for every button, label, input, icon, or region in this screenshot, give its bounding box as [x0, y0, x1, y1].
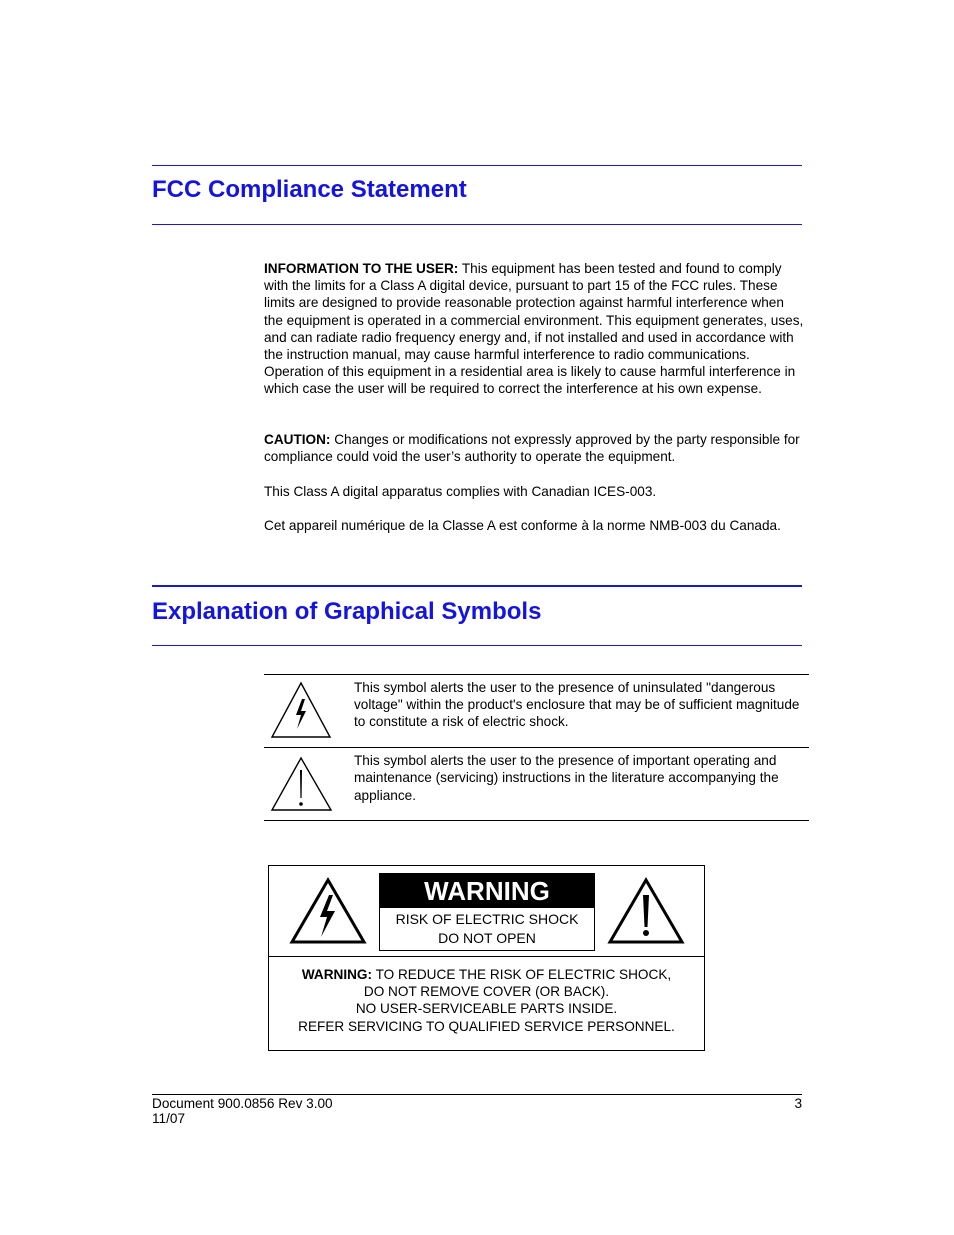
- symbol-icon-cell: [264, 675, 354, 748]
- lightning-triangle-icon: [264, 675, 354, 743]
- warning-subtitle: [380, 910, 594, 948]
- symbols-section-title: Explanation of Graphical Symbols: [152, 598, 542, 625]
- lightning-triangle-icon: [289, 877, 367, 945]
- footer-page-number: 3: [794, 1096, 802, 1111]
- warning-body-line1: [269, 966, 704, 983]
- fcc-top-rule: [152, 165, 802, 166]
- symbol-row-instructions: [264, 748, 809, 821]
- fcc-bottom-rule: [152, 224, 802, 225]
- canada-english-statement: This Class A digital apparatus complies with Canadian ICES-003.: [264, 484, 657, 499]
- caution-label: CAUTION:: [264, 432, 331, 447]
- warning-label-box: [268, 865, 705, 1051]
- symbol-row-voltage: [264, 675, 809, 748]
- symbols-top-rule: [152, 585, 802, 587]
- symbol-description: This symbol alerts the user to the presence of important operating and maintenance (servicing) instructions in the literature accompanying the appliance.: [354, 753, 779, 803]
- canada-french-statement: Cet appareil numérique de la Classe A est conforme à la norme NMB-003 du Canada.: [264, 518, 781, 533]
- symbol-description: This symbol alerts the user to the presence of uninsulated "dangerous voltage" within the product's enclosure that may be of sufficient magnitude to constitute a risk of electric shock.: [354, 680, 800, 730]
- symbols-table: [264, 674, 809, 821]
- footer-rule: [152, 1094, 802, 1095]
- fcc-info-paragraph: [264, 260, 804, 398]
- warning-subtitle-line1: RISK OF ELECTRIC SHOCK: [395, 911, 579, 927]
- warning-subtitle-line2: DO NOT OPEN: [438, 930, 536, 946]
- info-label: INFORMATION TO THE USER:: [264, 261, 459, 276]
- fcc-caution-paragraph: [264, 431, 804, 465]
- info-text: This equipment has been tested and found to comply with the limits for a Class A digital device, pursuant to part 15 of the FCC rules. These limits are designed to provide reasonable protection against harmful interference when the equipment is operated in a commercial environment. This equipment generates, uses, and can radiate radio frequency energy and, if not installed and used in accordance with the instruction manual, may cause harmful interference to radio communications. Operation of this equipment in a residential area is likely to cause harmful interference in which case the user will be required to correct the interference at his own expense.: [264, 261, 804, 397]
- warning-body-line3: NO USER-SERVICEABLE PARTS INSIDE.: [355, 1001, 618, 1017]
- footer-date: 11/07: [152, 1111, 186, 1126]
- warning-title-block: [379, 873, 595, 951]
- exclamation-triangle-icon: [264, 748, 354, 816]
- caution-text: Changes or modifications not expressly approved by the party responsible for compliance could void the user’s authority to operate the equipment.: [264, 432, 800, 465]
- warning-title: WARNING: [380, 874, 594, 908]
- fcc-section-title: FCC Compliance Statement: [152, 176, 467, 203]
- warning-divider: [269, 956, 704, 957]
- warning-body-line4: REFER SERVICING TO QUALIFIED SERVICE PERSONNEL.: [298, 1018, 675, 1034]
- warning-body-text: TO REDUCE THE RISK OF ELECTRIC SHOCK,: [372, 967, 672, 982]
- footer-document-number: Document 900.0856 Rev 3.00: [152, 1096, 333, 1111]
- warning-body: [269, 966, 704, 1035]
- symbol-icon-cell: [264, 748, 354, 821]
- footer-document-info: [152, 1096, 333, 1126]
- symbols-bottom-rule: [152, 645, 802, 646]
- warning-body-line2: DO NOT REMOVE COVER (OR BACK).: [363, 984, 610, 1000]
- warning-body-label: WARNING:: [301, 967, 373, 982]
- exclamation-triangle-icon: [607, 877, 685, 945]
